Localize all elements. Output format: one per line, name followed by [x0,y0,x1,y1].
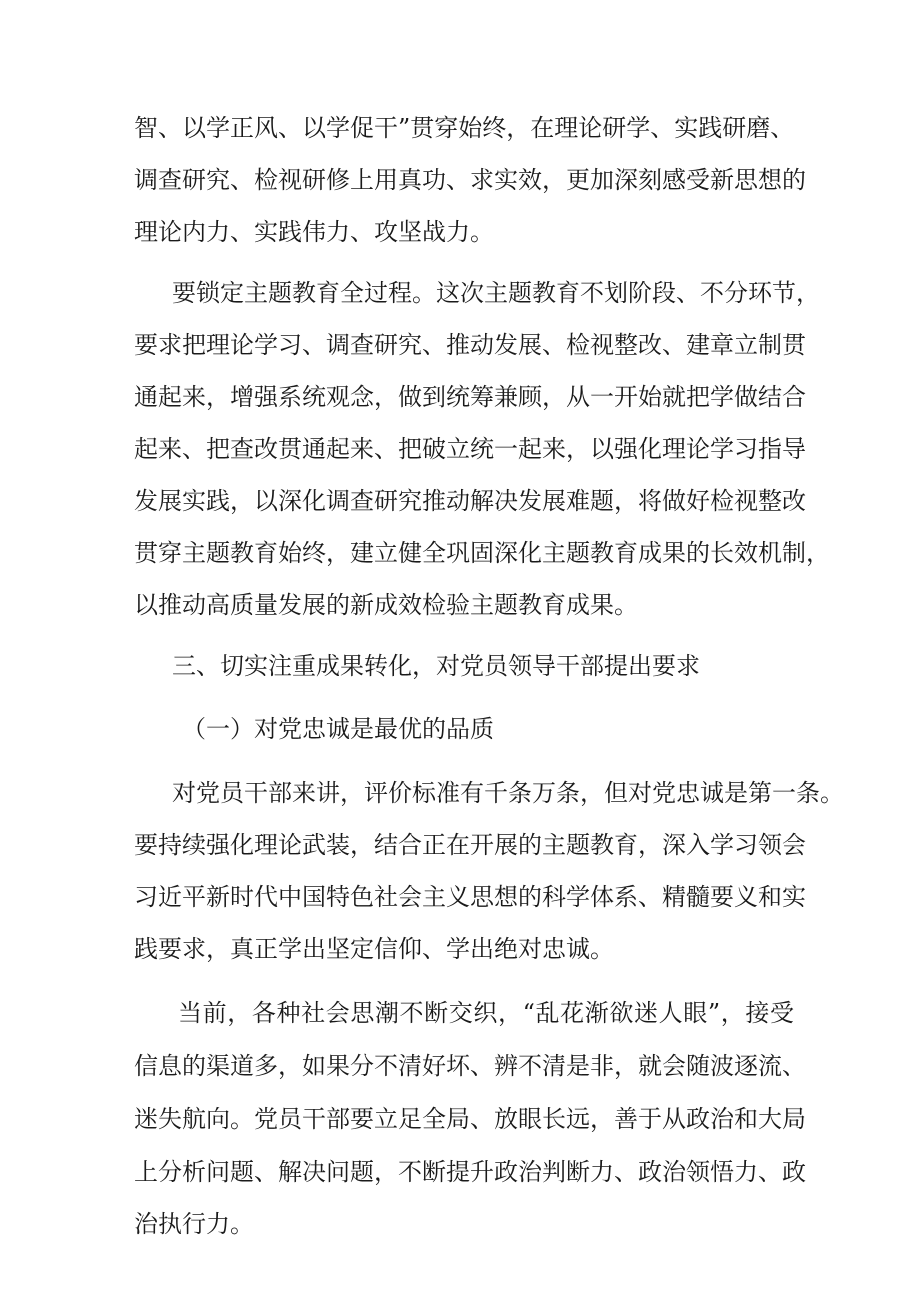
paragraph-3-line-2: 要持续强化理论武装，结合正在开展的主题教育，深入学习领会 [134,831,806,859]
paragraph-4-line-3: 迷失航向。党员干部要立足全局、放眼长远，善于从政治和大局 [134,1105,806,1133]
paragraph-2-line-4: 起来、把查改贯通起来、把破立统一起来，以强化理论学习指导 [134,435,806,463]
paragraph-1-line-1: 智、以学正风、以学促干”贯穿始终，在理论研学、实践研磨、 [134,114,795,142]
paragraph-4-line-5: 治执行力。 [134,1210,254,1238]
paragraph-2-line-2: 要求把理论学习、调查研究、推动发展、检视整改、建章立制贯 [134,331,806,359]
paragraph-2-line-7: 以推动高质量发展的新成效检验主题教育成果。 [134,591,638,619]
paragraph-1-line-3: 理论内力、实践伟力、攻坚战力。 [134,218,494,246]
paragraph-2-line-5: 发展实践，以深化调查研究推动解决发展难题，将做好检视整改 [134,487,806,515]
paragraph-1-line-2: 调查研究、检视研修上用真功、求实效，更加深刻感受新思想的 [134,166,806,194]
paragraph-4-line-1: 当前，各种社会思潮不断交织，“乱花渐欲迷人眼”，接受 [178,999,794,1027]
paragraph-2-line-3: 通起来，增强系统观念，做到统筹兼顾，从一开始就把学做结合 [134,383,806,411]
paragraph-4-line-4: 上分析问题、解决问题，不断提升政治判断力、政治领悟力、政 [134,1158,806,1186]
paragraph-3-line-4: 践要求，真正学出坚定信仰、学出绝对忠诚。 [134,935,614,963]
paragraph-3-line-3: 习近平新时代中国特色社会主义思想的科学体系、精髓要义和实 [134,883,806,911]
paragraph-2-line-6: 贯穿主题教育始终，建立健全巩固深化主题教育成果的长效机制， [134,539,830,567]
paragraph-3-line-1: 对党员干部来讲，评价标准有千条万条，但对党忠诚是第一条。 [172,779,844,807]
paragraph-2-line-1: 要锁定主题教育全过程。这次主题教育不划阶段、不分环节， [172,279,820,307]
section-heading: 三、切实注重成果转化，对党员领导干部提出要求 [172,652,700,680]
subsection-heading: （一）对党忠诚是最优的品质 [182,715,494,743]
paragraph-4-line-2: 信息的渠道多，如果分不清好坏、辨不清是非，就会随波逐流、 [134,1052,806,1080]
